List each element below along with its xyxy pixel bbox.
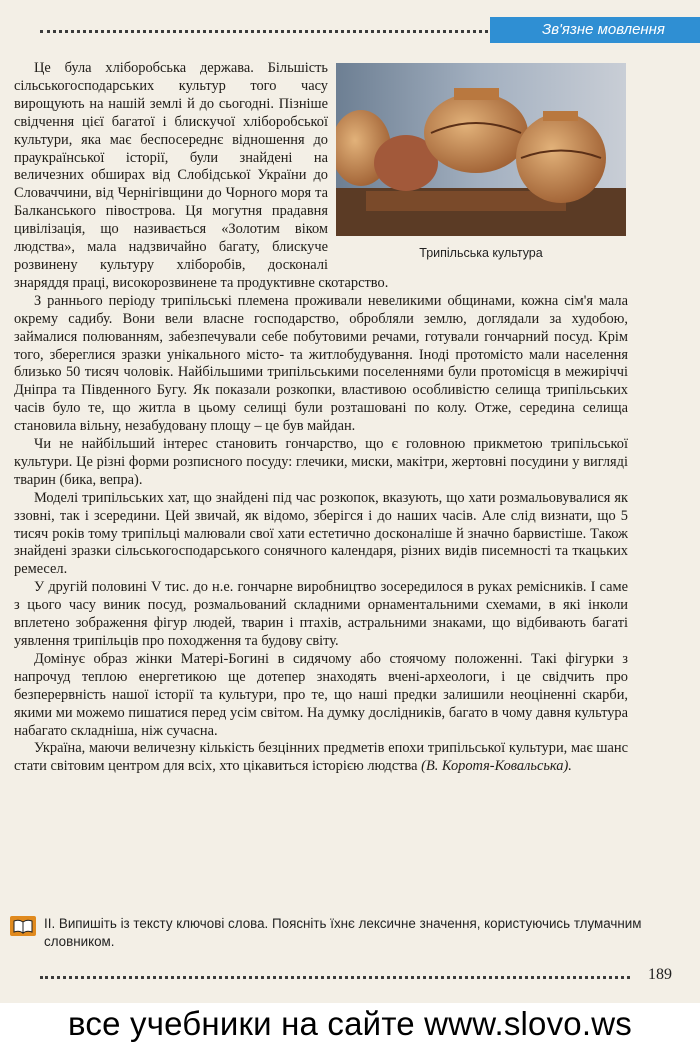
task: [14, 915, 644, 950]
footer-dotted-rule: [40, 976, 630, 983]
figure-space: [328, 60, 628, 266]
paragraph: Моделі трипільських хат, що знайдені під час розкопок, вказують, що хати розмальовувалися як ззовні, так і зсередини. Цей звичай, як відомо, зберігся і до наших часів. Але слід визнати, що 5 тисяч років тому трипільці малювали свої хати естетично досконаліше й значно барвистіше. Також знайдені зразки сільськогосподарського сонячного календаря, різних видів писемності та ткацьких ремесел.: [14, 489, 628, 578]
paragraph: З раннього періоду трипільські племена проживали невеликими общинами, кожна сім'я мала окрему садибу. Вони вели власне господарство, обробляли землю, доглядали за худобою, займалися полюванням, забезпечували себе побутовими речами, готували гончарний посуд. Крім того, збереглися зразки унікального місто- та житлобудування. Іноді протомісто мали населення близько 50 тисяч чоловік. Найбільшими трипільськими поселеннями були протомісця в межиріччі Дніпра та Південного Бугу. Як показали розкопки, властивою особливістю селища трипільських часів було те, що житла в цьому селищі були розташовані по колу. Отже, середина селища становила вільну, незабудовану площу – це був майдан.: [14, 292, 628, 435]
paragraph: Це була хліборобська держава. Більшість сільськогосподарських культур того часу вирощують на нашій землі й до сьогодні. Пізніше свідчення цієї багатої і блискучої хліборобської культури, яка має беспосереднє відношення до праукраїнської історії, були знайдені на величезних обширах від Слобідської України до Словаччини, від Чернігівщини до Чорного моря та Балканського півострова. Ця могутня прадавня цивілізація, що називається «Золотим віком людства», мала надзвичайно багату, блискуче розвинену культуру хліборобів, досконалі знаряддя праці, високорозвинене та продуктивне скотарство.: [14, 60, 389, 291]
page-number: 189: [648, 966, 672, 983]
paragraph: Чи не найбільший інтерес становить гончарство, що є головною прикметою трипільської культури. Це різні форми розписного посуду: глечики, миски, макітри, жертовні посудини у вигляді тварин (бика, вепра).: [14, 436, 628, 488]
task-text: ІІ. Випишіть із тексту ключові слова. Поясніть їхнє лексичне значення, користуючись тлумачним словником.: [44, 916, 642, 949]
author: (В. Коротя-Ковальська).: [421, 758, 572, 775]
paragraph: У другій половині V тис. до н.е. гончарне виробництво зосередилося в руках ремісників. І саме з цього часу виник посуд, розмальований складними орнаментальними схемами, в які інколи вплетено зображення фігур людей, тварин і птахів, астральними знаками, що відбивають багаті уявлення трипільців про походження та будову світу.: [14, 579, 628, 649]
section-tab: Зв'язне мовлення: [490, 17, 700, 43]
paragraph: [14, 740, 628, 776]
last-paragraph-text: Україна, маючи величезну кількість безцінних предметів епохи трипільської культури, має шанс стати світовим центром для всіх, хто цікавиться історією людства: [14, 740, 628, 775]
paragraph: Домінує образ жінки Матері-Богині в сидячому або стоячому положенні. Такі фігурки з напрочуд теплою енергетикою ще дотепер знаходять вчені-археологи, і це свідчить про безперервність нашої історії та культури, про те, що наші предки залишили неоціненні скарби, якими ми можемо пишатися перед усім світом. На думку дослідників, багато в чому давня культура набагато складніша, ніж сучасна.: [14, 650, 628, 739]
figure-caption: Трипільська культура: [419, 246, 543, 260]
site-footer: все учебники на сайте www.slovo.ws: [0, 1003, 700, 1045]
header-dotted-rule: [40, 30, 488, 37]
main-text: [14, 60, 628, 776]
